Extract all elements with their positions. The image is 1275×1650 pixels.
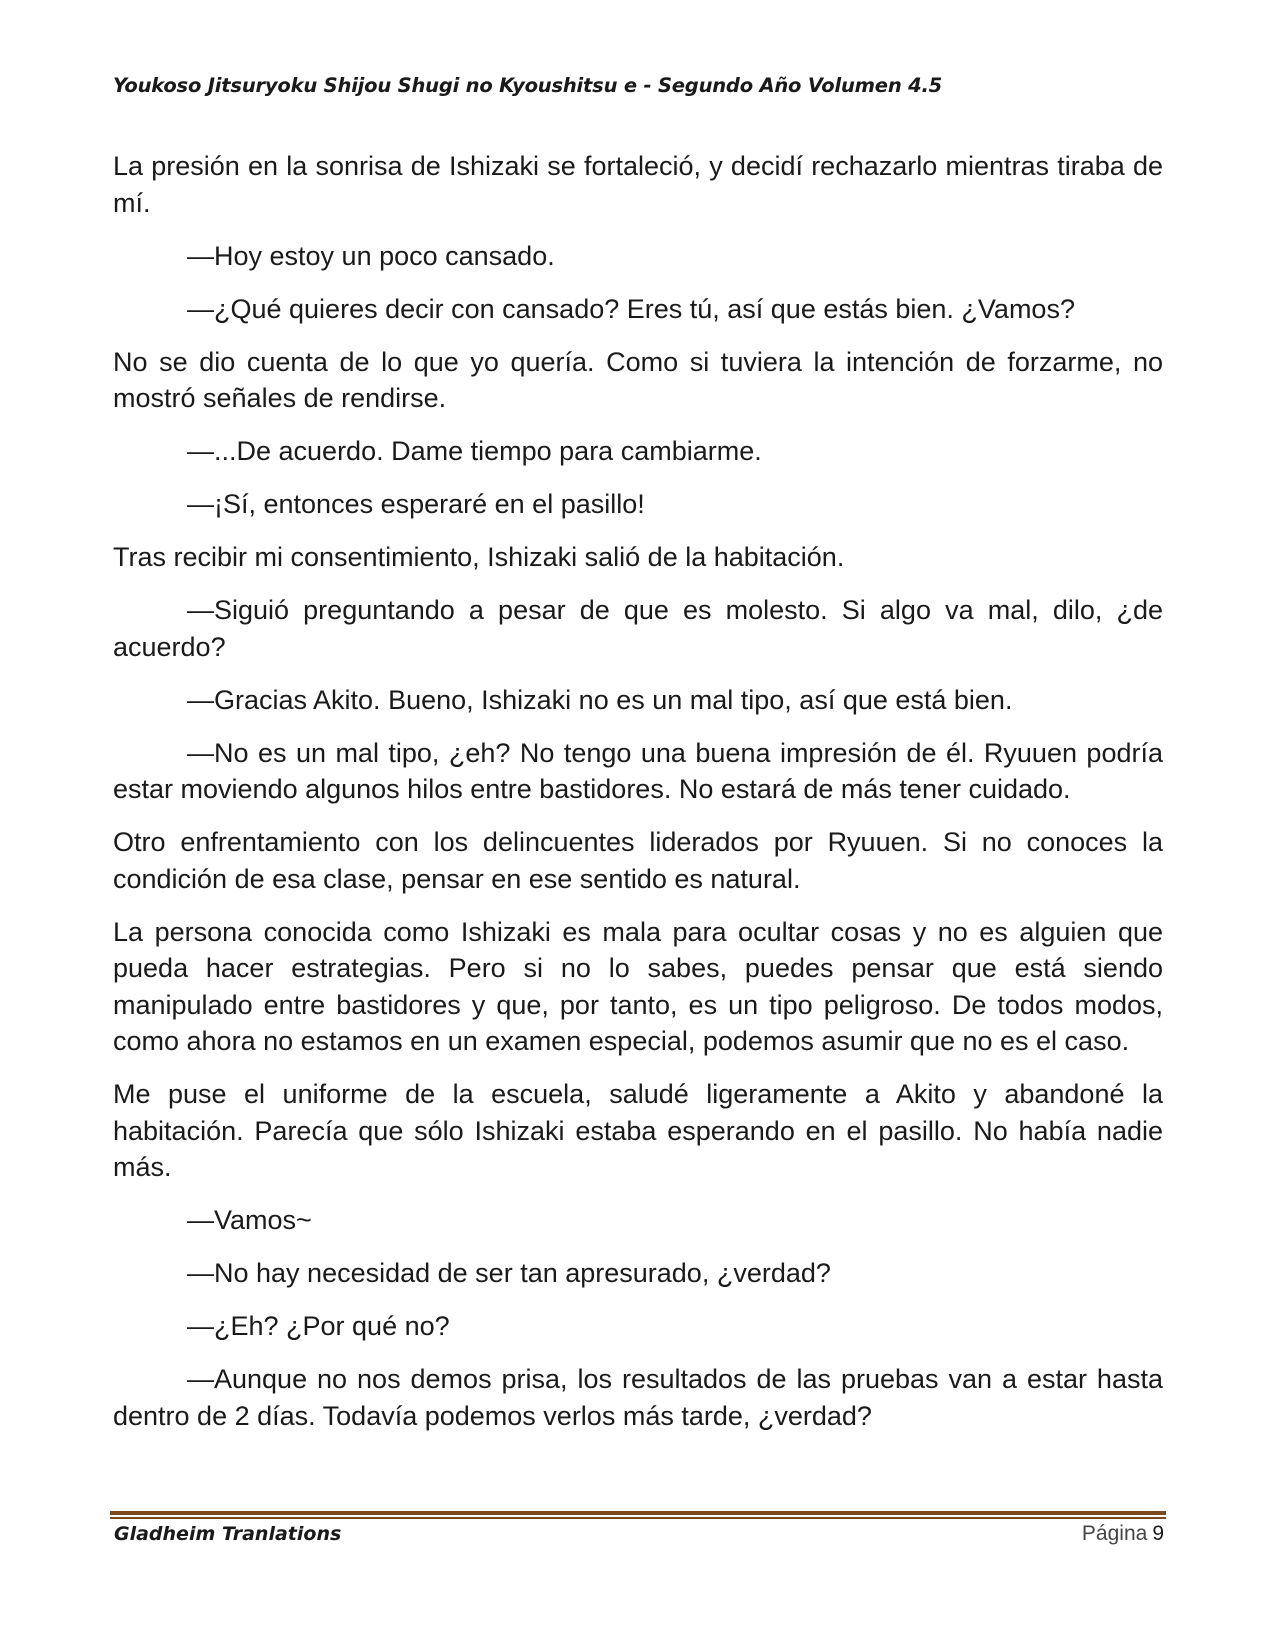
dialogue-line: —No es un mal tipo, ¿eh? No tengo una buena impresión de él. Ryuuen podría estar moviendo algunos hilos entre bastidores. No estará de más tener cuidado. [113,737,1163,804]
dialogue-line: —Hoy estoy un poco cansado. [187,240,555,271]
footer-divider-thick [110,1511,1166,1515]
dialogue-line: —No hay necesidad de ser tan apresurado, ¿verdad? [187,1258,831,1288]
paragraph: La presión en la sonrisa de Ishizaki se fortaleció, y decidí rechazarlo mientras tiraba de mí. [113,151,1163,218]
paragraph: Otro enfrentamiento con los delincuentes liderados por Ryuuen. Si no conoces la condición de esa clase, pensar en ese sentido es natural. [113,827,1163,894]
paragraph: No se dio cuenta de lo que yo quería. Como si tuviera la intención de forzarme, no mostró señales de rendirse. [113,346,1163,413]
dialogue-line: —Aunque no nos demos prisa, los resultados de las pruebas van a estar hasta dentro de 2 días. Todavía podemos verlos más tarde, ¿verdad? [113,1364,1163,1431]
body-text [113,148,1163,1451]
dialogue-line: —¿Eh? ¿Por qué no? [187,1311,450,1341]
footer-divider [110,1511,1166,1519]
paragraph: La persona conocida como Ishizaki es mala para ocultar cosas y no es alguien que pueda hacer estrategias. Pero si no lo sabes, puedes pensar que está siendo manipulado entre bastidores y que, por tanto, es un tipo peligroso. De todos modos, como ahora no estamos en un examen especial, podemos asumir que no es el caso. [113,916,1163,1056]
paragraph: Tras recibir mi consentimiento, Ishizaki salió de la habitación. [113,542,845,572]
page-number-block [1082,1522,1164,1546]
dialogue-line: —Vamos~ [187,1205,312,1235]
page-header-title: Youkoso Jitsuryoku Shijou Shugi no Kyoushitsu e - Segundo Año Volumen 4.5 [113,74,943,97]
footer-credit: Gladheim Tranlations [114,1523,342,1545]
dialogue-line: —...De acuerdo. Dame tiempo para cambiarme. [187,436,762,466]
dialogue-line: —Siguió preguntando a pesar de que es molesto. Si algo va mal, dilo, ¿de acuerdo? [113,595,1163,662]
dialogue-line: —¡Sí, entonces esperaré en el pasillo! [187,489,645,519]
dialogue-line: —Gracias Akito. Bueno, Ishizaki no es un mal tipo, así que está bien. [187,684,1013,715]
page-label: Página [1081,1522,1148,1545]
paragraph: Me puse el uniforme de la escuela, saludé ligeramente a Akito y abandoné la habitación. Parecía que sólo Ishizaki estaba esperando en el pasillo. No había nadie más. [113,1079,1163,1182]
dialogue-line: —¿Qué quieres decir con cansado? Eres tú, así que estás bien. ¿Vamos? [187,293,1075,324]
page-number: 9 [1152,1522,1164,1545]
footer-divider-thin [110,1517,1166,1519]
